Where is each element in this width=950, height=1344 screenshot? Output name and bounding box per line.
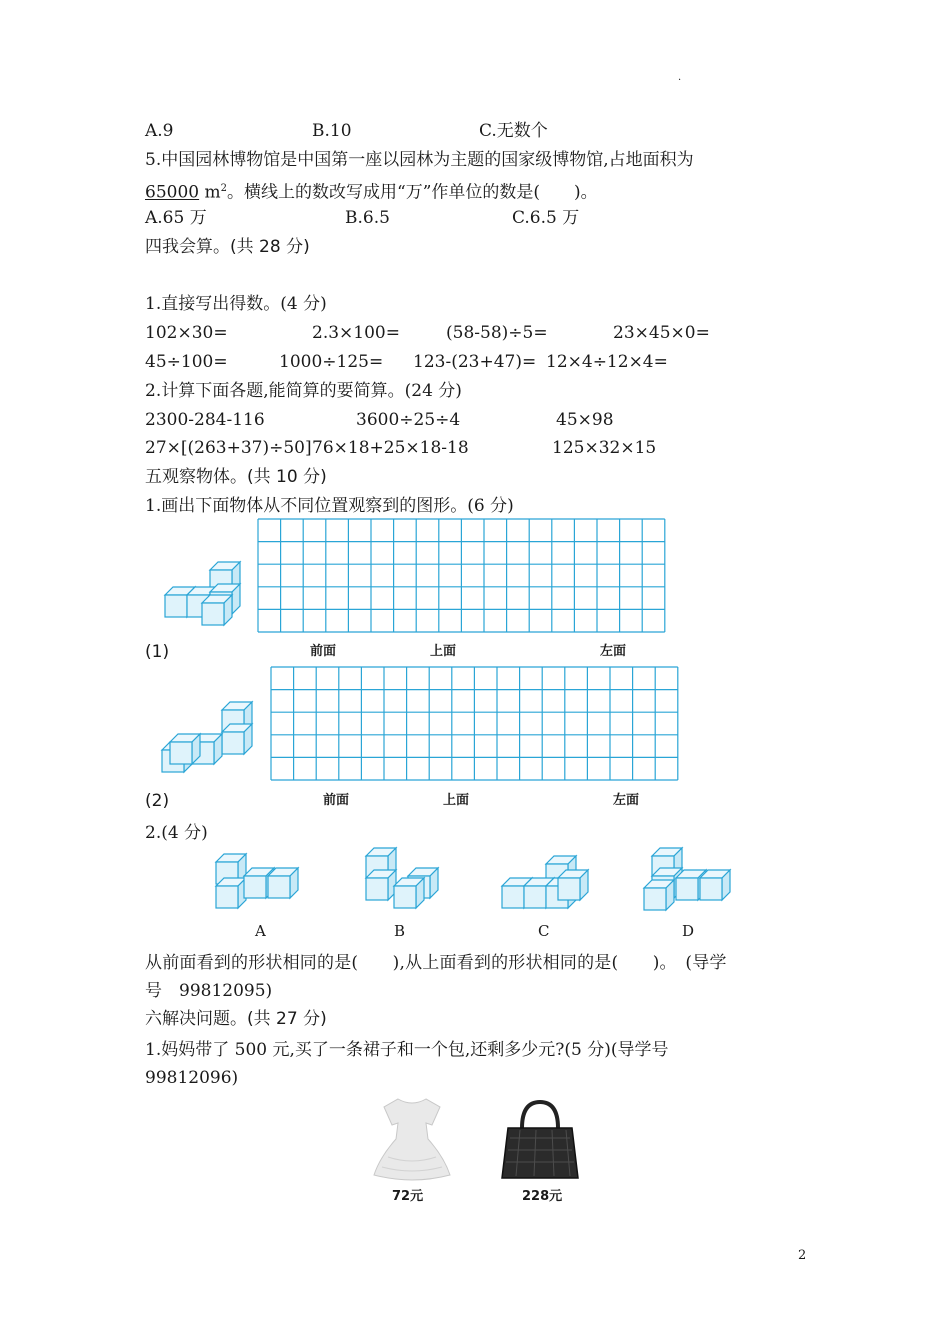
s4-q2-r2c3: 125×32×15: [552, 438, 657, 458]
s4-q1-title: 1.直接写出得数。(4 分): [145, 294, 327, 314]
cube: [700, 870, 730, 900]
s4-q1-r1c2: 2.3×100=: [312, 323, 400, 343]
part1-label: (1): [145, 642, 170, 662]
s5-q2-text-line1: 从前面看到的形状相同的是( ),从上面看到的形状相同的是( )。 (导学: [145, 953, 727, 973]
s4-q1-r1c3: (58-58)÷5=: [446, 323, 548, 343]
q5-line2: [145, 178, 598, 204]
s5-q1-title: 1.画出下面物体从不同位置观察到的图形。(6 分): [145, 496, 514, 516]
dress-image: [368, 1095, 456, 1183]
shape-a: [212, 850, 312, 915]
grid1-label-front: 前面: [310, 644, 337, 659]
dress-price: 72元: [392, 1189, 424, 1204]
s6-q1-line2: 99812096): [145, 1068, 239, 1088]
s4-q2-r2c2: 76×18+25×18-18: [312, 438, 469, 458]
s4-q2-r1c1: 2300-284-116: [145, 410, 265, 430]
cube: [366, 870, 396, 900]
cube: [202, 595, 232, 625]
cube: [268, 868, 298, 898]
s4-q1-r1c4: 23×45×0=: [613, 323, 710, 343]
shape-d: [640, 844, 740, 914]
s4-q2-r1c2: 3600÷25÷4: [356, 410, 461, 430]
shape-c: [498, 852, 598, 917]
grid1-label-top: 上面: [430, 644, 457, 659]
cube: [644, 880, 674, 910]
section4-title: 四我会算。(共 28 分): [145, 237, 310, 257]
shape-b: [362, 846, 462, 911]
q5-option-a: A.65 万: [145, 208, 207, 228]
cube: [216, 878, 246, 908]
q5-number: 65000: [145, 182, 200, 203]
bag-price: 228元: [522, 1189, 563, 1204]
part2-label: (2): [145, 791, 170, 811]
page-number: 2: [798, 1248, 807, 1263]
s4-q1-r2c2: 1000÷125=: [279, 352, 384, 372]
grid1-label-left: 左面: [600, 644, 627, 659]
shape-label-c: C: [538, 922, 550, 940]
drawing-grid-2[interactable]: [270, 666, 682, 782]
q5-sup: 2: [220, 183, 227, 194]
q4-option-c: C.无数个: [479, 121, 548, 141]
header-mark: .: [678, 72, 682, 83]
section6-title: 六解决问题。(共 27 分): [145, 1009, 327, 1029]
shape-label-a: A: [255, 922, 266, 940]
cube: [558, 870, 588, 900]
grid2-label-front: 前面: [323, 793, 350, 808]
s4-q1-r2c1: 45÷100=: [145, 352, 228, 372]
q5-rest: 。横线上的数改写成用“万”作单位的数是( )。: [227, 182, 598, 203]
cube-figure-2: [160, 698, 260, 778]
grid2-label-left: 左面: [613, 793, 640, 808]
q5-option-c: C.6.5 万: [512, 208, 580, 228]
s4-q1-r1c1: 102×30=: [145, 323, 228, 343]
drawing-grid-1[interactable]: [257, 518, 669, 634]
handbag-image: [498, 1098, 582, 1184]
shape-label-d: D: [682, 922, 695, 940]
s4-q2-r2c1: 27×[(263+37)÷50]: [145, 438, 312, 458]
q4-option-b: B.10: [312, 121, 352, 141]
q4-option-a: A.9: [145, 121, 174, 141]
grid2-label-top: 上面: [443, 793, 470, 808]
shape-label-b: B: [394, 922, 406, 940]
s5-q2-title: 2.(4 分): [145, 823, 208, 843]
cube: [170, 734, 200, 764]
cube: [222, 724, 252, 754]
q5-unit: m: [204, 182, 221, 203]
s4-q1-r2c3: 123-(23+47)=: [413, 352, 537, 372]
cube: [394, 878, 424, 908]
q5-option-b: B.6.5: [345, 208, 390, 228]
s5-q2-text-line2: 号 99812095): [145, 981, 273, 1001]
s4-q1-r2c4: 12×4÷12×4=: [546, 352, 668, 372]
s4-q2-r1c3: 45×98: [556, 410, 614, 430]
cube-figure-1: [160, 560, 250, 630]
s6-q1-line1: 1.妈妈带了 500 元,买了一条裙子和一个包,还剩多少元?(5 分)(导学号: [145, 1040, 669, 1060]
s4-q2-title: 2.计算下面各题,能简算的要简算。(24 分): [145, 381, 462, 401]
section5-title: 五观察物体。(共 10 分): [145, 467, 327, 487]
q5-line1: 5.中国园林博物馆是中国第一座以园林为主题的国家级博物馆,占地面积为: [145, 150, 694, 170]
